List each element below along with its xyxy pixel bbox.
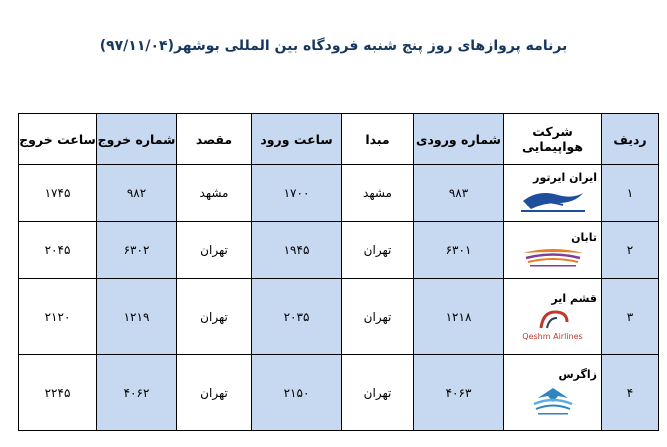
zagros-logo-icon	[508, 384, 597, 418]
header-departure-time: ساعت خروج	[19, 114, 97, 165]
departure-number: ۴۰۶۲	[97, 355, 177, 431]
table-row	[19, 222, 659, 279]
arrival-number: ۶۳۰۱	[414, 222, 504, 279]
arrival-number: ۹۸۳	[414, 165, 504, 222]
destination: تهران	[177, 279, 252, 355]
arrival-time: ۲۰۳۵	[252, 279, 342, 355]
taban-logo-icon	[508, 247, 597, 269]
airline-cell	[504, 355, 602, 431]
arrival-time: ۱۹۴۵	[252, 222, 342, 279]
departure-time: ۲۱۲۰	[19, 279, 97, 355]
destination: تهران	[177, 355, 252, 431]
header-origin: مبدا	[342, 114, 414, 165]
arrival-time: ۱۷۰۰	[252, 165, 342, 222]
header-departure-number: شماره خروج	[97, 114, 177, 165]
airline-cell	[504, 279, 602, 355]
departure-number: ۶۳۰۲	[97, 222, 177, 279]
origin: مشهد	[342, 165, 414, 222]
table-row	[19, 165, 659, 222]
row-number: ۴	[602, 355, 659, 431]
header-destination: مقصد	[177, 114, 252, 165]
destination: مشهد	[177, 165, 252, 222]
departure-time: ۲۰۴۵	[19, 222, 97, 279]
row-number: ۱	[602, 165, 659, 222]
airline-cell	[504, 222, 602, 279]
destination: تهران	[177, 222, 252, 279]
airline-name: تابان	[571, 231, 597, 244]
departure-number: ۱۲۱۹	[97, 279, 177, 355]
arrival-number: ۴۰۶۳	[414, 355, 504, 431]
flight-schedule-table	[18, 113, 659, 431]
page-title: برنامه پروازهای روز پنج شنبه فرودگاه بین المللی بوشهر(۹۷/۱۱/۰۴)	[99, 38, 568, 54]
header-arrival-time: ساعت ورود	[252, 114, 342, 165]
departure-time: ۱۷۴۵	[19, 165, 97, 222]
iran-airtour-logo-icon	[508, 187, 597, 215]
table-header-row	[19, 114, 659, 165]
origin: تهران	[342, 222, 414, 279]
header-airline: شرکت هواپیمایی	[504, 114, 602, 165]
qeshm-airlines-logo-text: Qeshm Airlines	[522, 331, 583, 341]
qeshm-airlines-logo-icon	[508, 308, 597, 342]
arrival-time: ۲۱۵۰	[252, 355, 342, 431]
airline-name: قشم ایر	[551, 291, 597, 305]
row-number: ۳	[602, 279, 659, 355]
header-row-number: ردیف	[602, 114, 659, 165]
departure-time: ۲۲۴۵	[19, 355, 97, 431]
airline-name: زاگرس	[558, 367, 597, 381]
row-number: ۲	[602, 222, 659, 279]
departure-number: ۹۸۲	[97, 165, 177, 222]
arrival-number: ۱۲۱۸	[414, 279, 504, 355]
origin: تهران	[342, 279, 414, 355]
table-row	[19, 355, 659, 431]
origin: تهران	[342, 355, 414, 431]
header-arrival-number: شماره ورودی	[414, 114, 504, 165]
airline-name: ایران ایرتور	[533, 171, 597, 184]
airline-cell	[504, 165, 602, 222]
table-row	[19, 279, 659, 355]
